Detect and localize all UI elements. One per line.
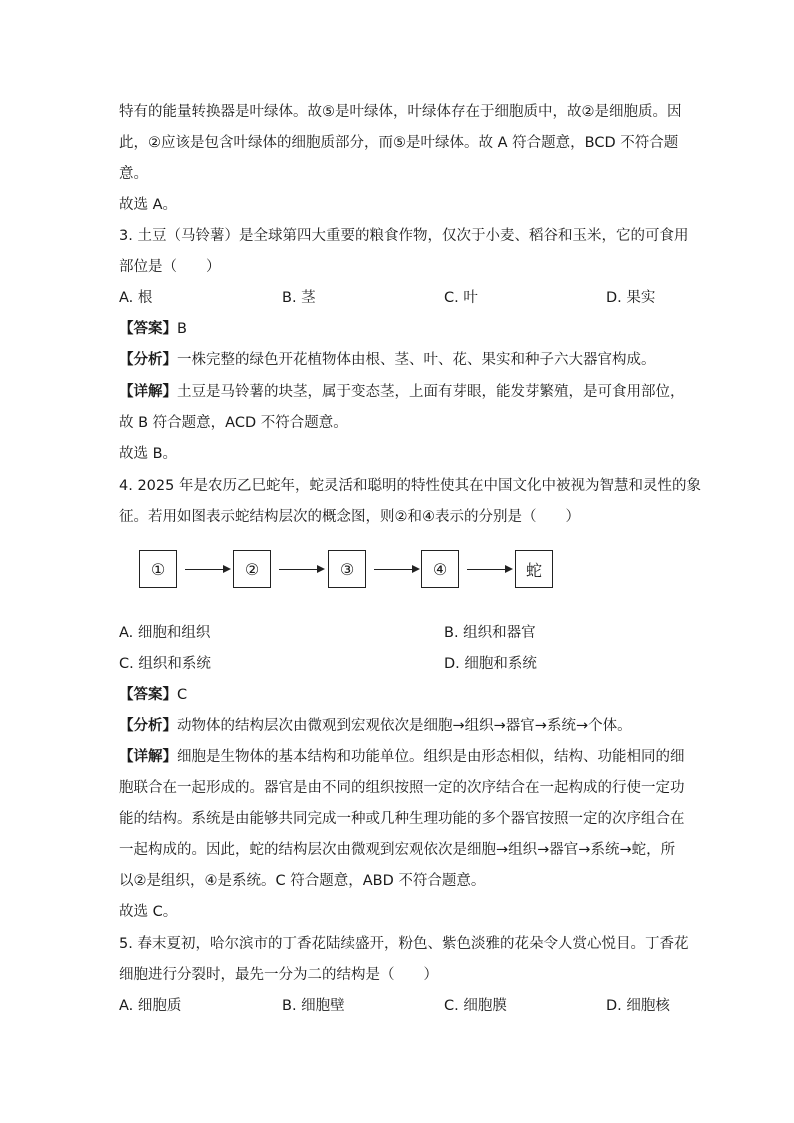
q4-detail-tag: 【详解】 — [119, 749, 177, 765]
q4-option-c: C. 组织和系统 — [119, 656, 211, 672]
q4-detail-text-1: 细胞是生物体的基本结构和功能单位。组织是由形态相似，结构、功能相同的细 — [177, 749, 685, 765]
q5-option-d: D. 细胞核 — [606, 998, 670, 1014]
q4-detail-line-3: 能的结构。系统是由能够共同完成一种或几种生理功能的多个器官按照一定的次序组合在 — [119, 811, 685, 827]
q4-detail-line-1 — [119, 747, 685, 767]
q4-detail-line-2: 胞联合在一起形成的。器官是由不同的组织按照一定的次序结合在一起构成的行使一定功 — [119, 780, 685, 796]
q5-stem-line-1: 5. 春末夏初，哈尔滨市的丁香花陆续盛开，粉色、紫色淡雅的花朵令人赏心悦目。丁香花 — [119, 936, 689, 952]
q4-analysis-tag: 【分析】 — [119, 718, 177, 734]
q4-option-a: A. 细胞和组织 — [119, 625, 211, 641]
q3-detail-line-2: 故 B 符合题意，ACD 不符合题意。 — [119, 415, 348, 431]
diagram-node-2: ② — [233, 550, 271, 588]
intro-choice: 故选 A。 — [119, 197, 178, 213]
diagram-node-4: ④ — [421, 550, 459, 588]
q3-detail-tag: 【详解】 — [119, 384, 177, 400]
q5-option-c: C. 细胞膜 — [444, 998, 507, 1014]
q3-answer-tag: 【答案】 — [119, 321, 177, 337]
q3-detail-text-1: 土豆是马铃薯的块茎，属于变态茎，上面有芽眼，能发芽繁殖，是可食用部位， — [177, 384, 685, 400]
q4-option-d: D. 细胞和系统 — [444, 656, 537, 672]
q3-option-b: B. 茎 — [282, 290, 316, 306]
diagram-node-1: ① — [139, 550, 177, 588]
q3-option-a: A. 根 — [119, 290, 153, 306]
q5-option-a: A. 细胞质 — [119, 998, 182, 1014]
q3-analysis-text: 一株完整的绿色开花植物体由根、茎、叶、花、果实和种子六大器官构成。 — [177, 352, 656, 368]
diagram-node-3: ③ — [328, 550, 366, 588]
q3-answer — [119, 319, 187, 339]
q3-option-c: C. 叶 — [444, 290, 478, 306]
q4-analysis-text: 动物体的结构层次由微观到宏观依次是细胞→组织→器官→系统→个体。 — [177, 718, 632, 734]
diagram-node-snake: 蛇 — [515, 550, 553, 588]
q4-choice: 故选 C。 — [119, 904, 178, 920]
intro-line-1: 特有的能量转换器是叶绿体。故⑤是叶绿体，叶绿体存在于细胞质中，故②是细胞质。因 — [119, 104, 682, 120]
q3-stem-line-2: 部位是（ ） — [119, 259, 221, 275]
intro-line-2: 此，②应该是包含叶绿体的细胞质部分，而⑤是叶绿体。故 A 符合题意，BCD 不符合题 — [119, 135, 679, 151]
q4-detail-line-5: 以②是组织，④是系统。C 符合题意，ABD 不符合题意。 — [119, 873, 486, 889]
q4-option-b: B. 组织和器官 — [444, 625, 536, 641]
diagram-arrow-4 — [467, 569, 511, 570]
intro-line-3: 意。 — [119, 166, 148, 182]
q3-analysis-tag: 【分析】 — [119, 352, 177, 368]
q5-option-b: B. 细胞壁 — [282, 998, 345, 1014]
q3-choice: 故选 B。 — [119, 446, 178, 462]
q3-detail-line-1 — [119, 382, 685, 402]
q4-stem-line-1: 4. 2025 年是农历乙巳蛇年，蛇灵活和聪明的特性使其在中国文化中被视为智慧和灵性的象 — [119, 478, 701, 494]
diagram-arrow-2 — [279, 569, 323, 570]
q4-analysis — [119, 716, 632, 736]
q5-stem-line-2: 细胞进行分裂时，最先一分为二的结构是（ ） — [119, 967, 438, 983]
q3-answer-value: B — [177, 321, 187, 337]
q3-option-d: D. 果实 — [606, 290, 656, 306]
q4-answer-tag: 【答案】 — [119, 687, 177, 703]
q3-analysis — [119, 350, 656, 370]
q4-answer — [119, 685, 187, 705]
diagram-arrow-1 — [185, 569, 229, 570]
q4-stem-line-2: 征。若用如图表示蛇结构层次的概念图，则②和④表示的分别是（ ） — [119, 509, 580, 525]
q4-answer-value: C — [177, 687, 188, 703]
q3-stem-line-1: 3. 土豆（马铃薯）是全球第四大重要的粮食作物，仅次于小麦、稻谷和玉米，它的可食用 — [119, 228, 689, 244]
q4-detail-line-4: 一起构成的。因此，蛇的结构层次由微观到宏观依次是细胞→组织→器官→系统→蛇，所 — [119, 842, 676, 858]
diagram-arrow-3 — [374, 569, 418, 570]
